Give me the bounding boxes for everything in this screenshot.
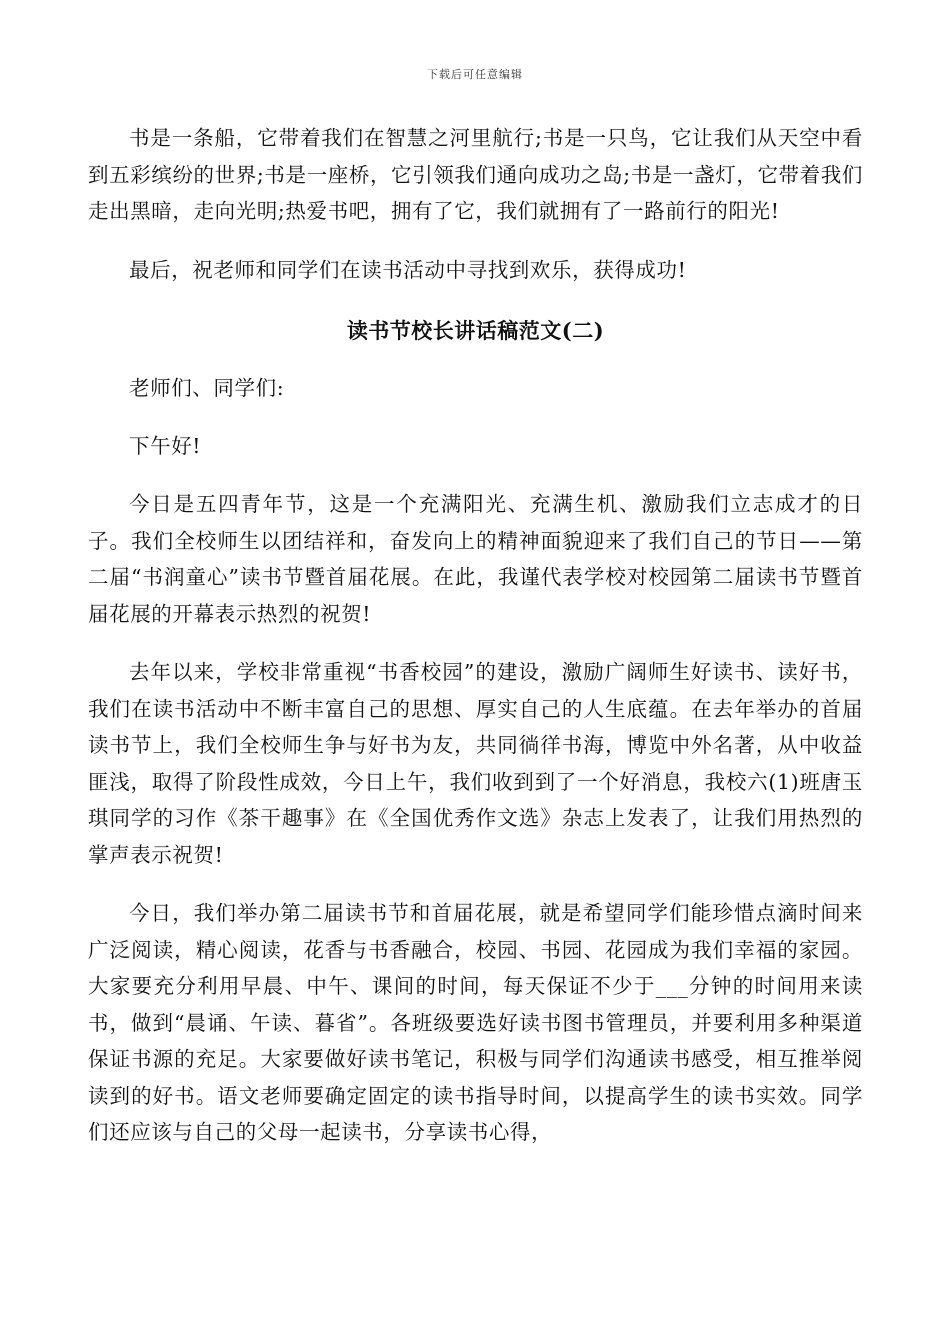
section-title: 读书节校长讲话稿范文(二) <box>346 318 605 343</box>
paragraph-youth-day: 今日是五四青年节，这是一个充满阳光、充满生机、激励我们立志成才的日子。我们全校师生以团结祥和，奋发向上的精神面貌迎来了我们自己的节日——第二届“书润童心”读书节暨首届花展。在此，我谨代表学校对校园第二届读书节暨首届花展的开幕表示热烈的祝贺! <box>88 492 863 626</box>
document-body <box>88 120 863 1151</box>
download-note: 下载后可任意编辑 <box>427 68 523 81</box>
paragraph-reading-plan: 今日，我们举办第二届读书节和首届花展，就是希望同学们能珍惜点滴时间来广泛阅读，精心阅读，花香与书香融合，校园、书园、花园成为我们幸福的家园。大家要充分利用早晨、中午、课间的时间，每天保证不少于___分钟的时间用来读书，做到“晨诵、午读、暮省”。各班级要选好读书图书管理员，并要利用多种渠道保证书源的充足。大家要做好读书笔记，积极与同学们沟通读书感受，相互推举阅读到的好书。语文老师要确定固定的读书指导时间，以提高学生的读书实效。同学们还应该与自己的父母一起读书，分享读书心得， <box>88 901 863 1144</box>
paragraph-closing-wish: 最后，祝老师和同学们在读书活动中寻找到欢乐，获得成功! <box>129 257 687 282</box>
paragraph-book-metaphors: 书是一条船，它带着我们在智慧之河里航行;书是一只鸟，它让我们从天空中看到五彩缤纷的世界;书是一座桥，它引领我们通向成功之岛;书是一盏灯，它带着我们走出黑暗，走向光明;热爱书吧，拥有了它，我们就拥有了一路前行的阳光! <box>88 126 863 223</box>
salutation: 老师们、同学们: <box>129 376 285 400</box>
paragraph-last-year: 去年以来，学校非常重视“书香校园”的建设，激励广阔师生好读书、读好书，我们在读书活动中不断丰富自己的思想、厚实自己的人生底蕴。在去年举办的首届读书节上，我们全校师生争与好书为友，共同徜徉书海，博览中外名著，从中收益匪浅，取得了阶段性成效，今日上午，我们收到到了一个好消息，我校六(1)班唐玉琪同学的习作《茶干趣事》在《全国优秀作文选》杂志上发表了，让我们用热烈的掌声表示祝贺! <box>88 660 863 867</box>
greeting: 下午好! <box>129 433 202 458</box>
